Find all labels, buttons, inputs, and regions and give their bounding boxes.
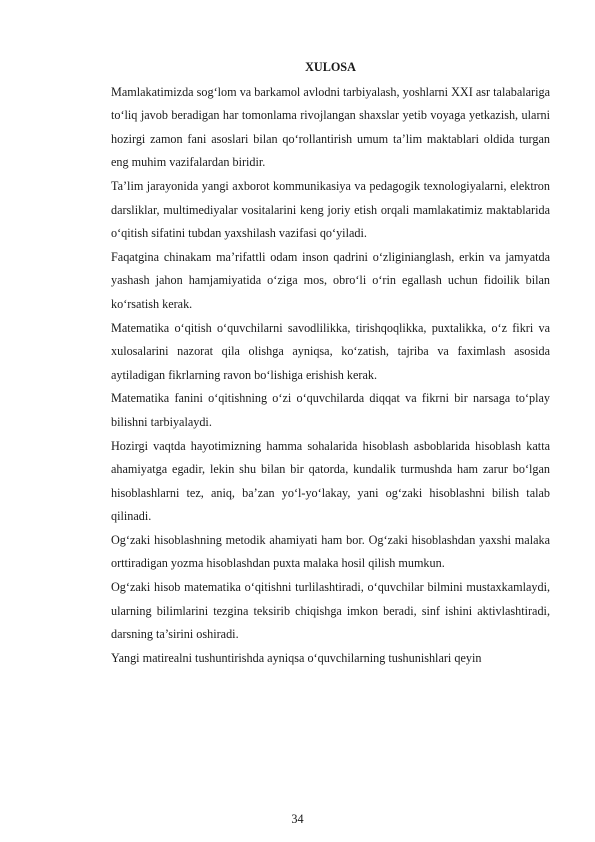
paragraph-text: Faqatgina chinakam ma’rifattli odam inson qadrini o‘zliginianglash, erkin va jamyatda yashash jahon hamjamiyatida o‘ziga mos, obro‘li o‘rin egallash uchun fidoilik bilan ko‘rsatish kerak. <box>111 249 550 311</box>
paragraph-text: Og‘zaki hisob matematika o‘qitishni turlilashtiradi, o‘quvchilar bilmini mustaxkamlaydi, ularning bilimlarini tezgina teksirib chiqishga imkon beradi, sinf ishini aktivlashtiradi, darsning ta’sirini oshiradi. <box>111 580 550 642</box>
section-title: XULOSA <box>305 60 356 74</box>
paragraph-5 <box>111 387 550 434</box>
paragraph-text: Mamlakatimizda sog‘lom va barkamol avlodni tarbiyalash, yoshlarni XXI asr talabalariga to‘liq javob beradigan har tomonlama rivojlangan shaxslar yetib voyaga yetkazish, ularni hozirgi zamon fani asoslari bilan qo‘rollantirish umum ta’lim maktablari oldida turgan eng muhim vazifalardan biridir. <box>111 84 550 170</box>
paragraph-7 <box>111 529 550 576</box>
paragraph-text: Og‘zaki hisoblashning metodik ahamiyati ham bor. Og‘zaki hisoblashdan yaxshi malaka orttiradigan yozma hisoblashdan puxta malaka hosil qilish mumkun. <box>111 532 550 571</box>
paragraph-text: Hozirgi vaqtda hayotimizning hamma sohalarida hisoblash asboblarida hisoblash katta ahamiyatga egadir, lekin shu bilan bir qatorda, kundalik turmushda ham zarur bo‘lgan hisoblashlarni tez, aniq, ba’zan yo‘l-yo‘lakay, yani og‘zaki hisoblashni bilish talab qilinadi. <box>111 438 550 524</box>
page-number: 34 <box>291 812 304 826</box>
paragraph-4 <box>111 317 550 388</box>
paragraph-text: Ta’lim jarayonida yangi axborot kommunikasiya va pedagogik texnologiyalarni, elektron darsliklar, multimediyalar vositalarini keng joriy etish orqali mamlakatimiz maktablarida o‘qitish sifatini tubdan yaxshilash vazifasi qo‘yiladi. <box>111 178 550 241</box>
paragraph-3 <box>111 246 550 317</box>
paragraph-1 <box>111 81 550 175</box>
paragraph-text: Matematika fanini o‘qitishning o‘zi o‘quvchilarda diqqat va fikrni bir narsaga to‘play bilishni tarbiyalaydi. <box>111 391 550 429</box>
page-content <box>111 57 550 670</box>
paragraph-9 <box>111 647 550 671</box>
paragraph-2 <box>111 175 550 246</box>
paragraph-text: Yangi matirealni tushuntirishda ayniqsa o‘quvchilarning tushunishlari qeyin <box>111 650 482 665</box>
paragraph-6 <box>111 435 550 529</box>
paragraph-text: Matematika o‘qitish o‘quvchilarni savodlilikka, tirishqoqlikka, puxtalikka, o‘z fikri va xulosalarini nazorat qila olishga ayniqsa, ko‘zatish, tajriba va faximlash asosida aytiladigan fikrlarning ravon bo‘lishiga erishish kerak. <box>111 320 550 382</box>
paragraph-8 <box>111 576 550 647</box>
